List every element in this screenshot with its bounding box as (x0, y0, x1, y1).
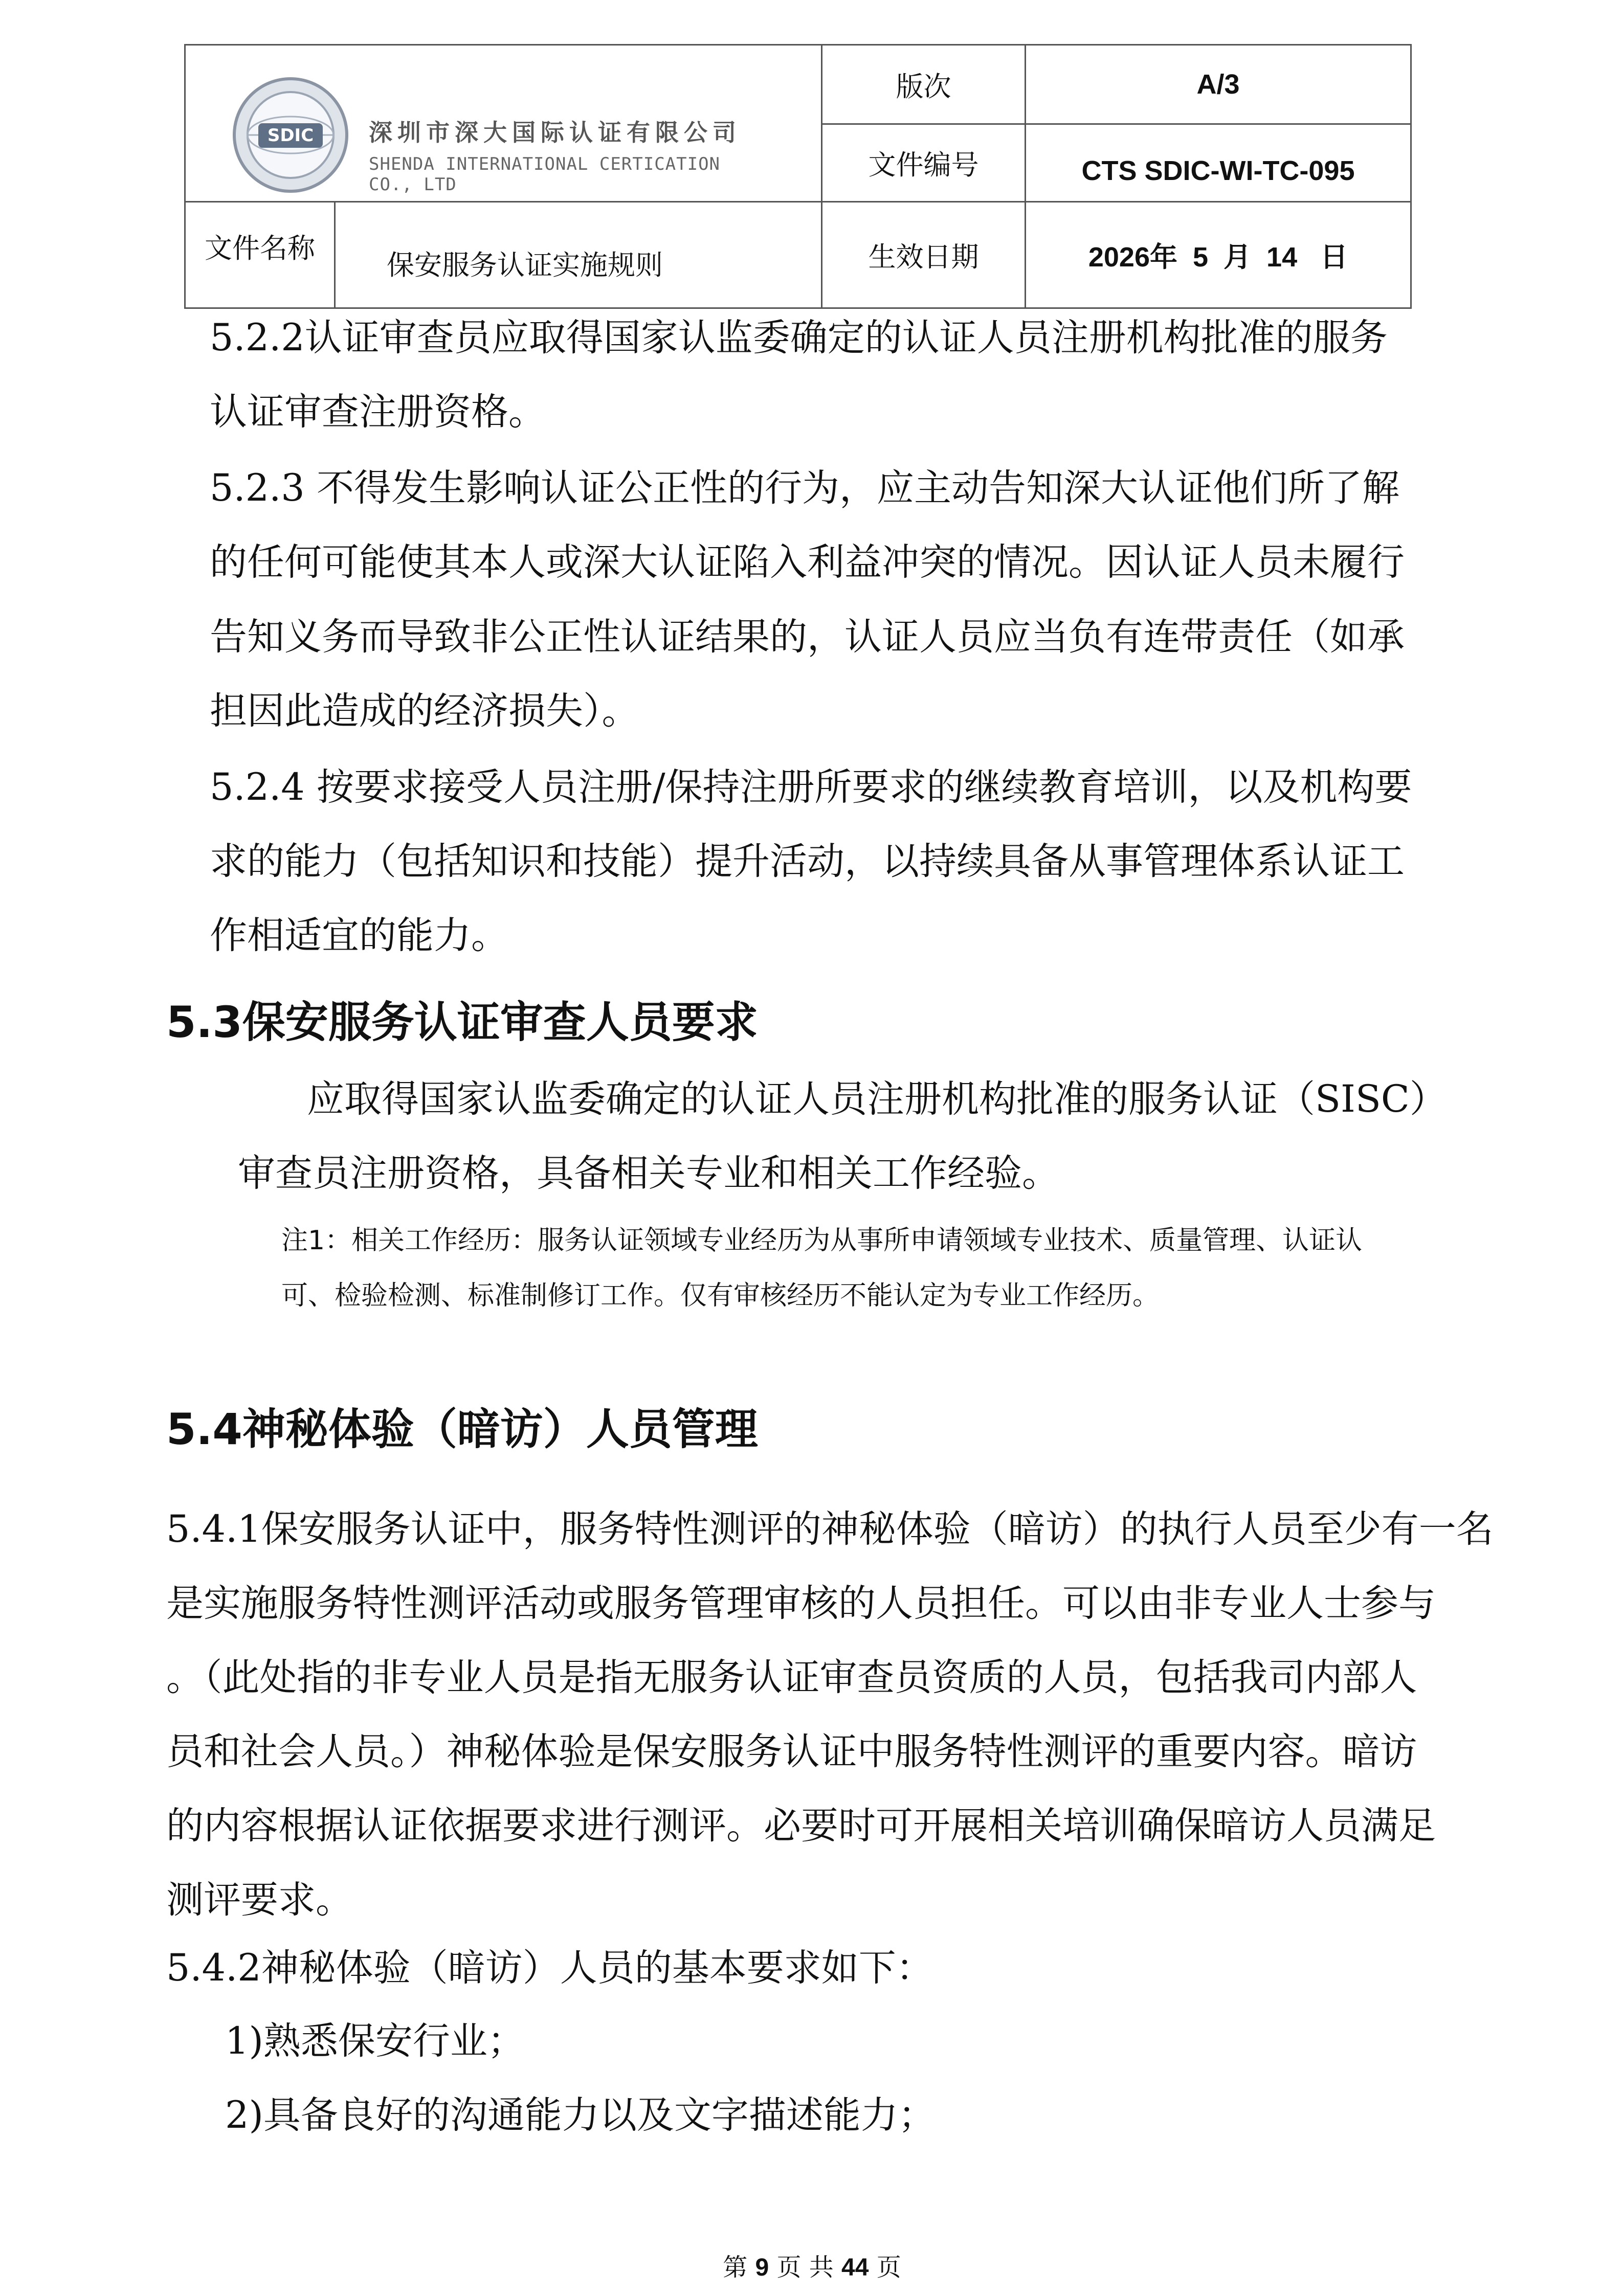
clause-5-2-4-line-3: 作相适宜的能力。 (210, 914, 508, 957)
version-label: 版次 (896, 70, 951, 103)
company-logo-block (232, 71, 759, 209)
clause-5-2-3-line-3: 告知义务而导致非公正性认证结果的，认证人员应当负有连带责任（如承 (210, 615, 1405, 659)
doc-number-value: CTS SDIC-WI-TC-095 (1081, 155, 1355, 186)
footer-middle: 页 共 (776, 2253, 834, 2282)
clause-5-2-3-line-1: 5.2.3 不得发生影响认证公正性的行为，应主动告知深大认证他们所了解 (210, 466, 1399, 510)
logo-text: SDIC (267, 125, 314, 146)
clause-5-2-2-line-2: 认证审查注册资格。 (210, 390, 546, 434)
version-value: A/3 (1196, 69, 1240, 100)
doc-number-label: 文件编号 (868, 149, 979, 181)
section-heading-5-4: 5.4神秘体验（暗访）人员管理 (166, 1404, 758, 1454)
clause-5-4-1-line-2: 是实施服务特性测评活动或服务管理审核的人员担任。可以由非专业人士参与 (166, 1582, 1436, 1625)
clause-5-4-1-line-1: 5.4.1保安服务认证中，服务特性测评的神秘体验（暗访）的执行人员至少有一名 (166, 1507, 1494, 1551)
clause-5-4-2: 5.4.2神秘体验（暗访）人员的基本要求如下： (166, 1946, 933, 1990)
clause-5-2-4-line-1: 5.2.4 按要求接受人员注册/保持注册所要求的继续教育培训，以及机构要 (210, 766, 1412, 809)
clause-5-4-1-line-4: 员和社会人员。）神秘体验是保安服务认证中服务特性测评的重要内容。暗访 (166, 1730, 1417, 1773)
document-header-table (184, 44, 1412, 309)
clause-5-2-4-line-2: 求的能力（包括知识和技能）提升活动，以持续具备从事管理体系认证工 (210, 840, 1405, 883)
clause-5-2-2-line-1: 5.2.2认证审查员应取得国家认监委确定的认证人员注册机构批准的服务 (210, 316, 1388, 359)
effective-date-label: 生效日期 (868, 241, 979, 273)
note-1-line-1: 注1：相关工作经历：服务认证领域专业经历为从事所申请领域专业技术、质量管理、认证认 (281, 1225, 1363, 1256)
clause-5-4-1-line-5: 的内容根据认证依据要求进行测评。必要时可开展相关培训确保暗访人员满足 (166, 1804, 1436, 1848)
file-name-label: 文件名称 (205, 232, 315, 264)
section-5-3-line-2: 审查员注册资格，具备相关专业和相关工作经验。 (238, 1152, 1059, 1195)
clause-5-2-3-line-2: 的任何可能使其本人或深大认证陷入利益冲突的情况。因认证人员未履行 (210, 541, 1405, 584)
footer-suffix: 页 (876, 2253, 901, 2282)
clause-5-2-3-line-4: 担因此造成的经济损失）。 (210, 689, 639, 733)
company-name-cn: 深圳市深大国际认证有限公司 (369, 119, 741, 146)
total-page-count: 44 (841, 2254, 869, 2281)
section-5-3-line-1: 应取得国家认监委确定的认证人员注册机构批准的服务认证（SISC） (307, 1077, 1447, 1121)
note-1-line-2: 可、检验检测、标准制修订工作。仅有审核经历不能认定为专业工作经历。 (281, 1280, 1160, 1311)
page-footer (0, 2247, 1624, 2283)
company-name-en: SHENDA INTERNATIONAL CERTICATION CO., LTD (369, 154, 721, 195)
requirement-item-1: 1)熟悉保安行业； (225, 2019, 525, 2063)
section-heading-5-3: 5.3保安服务认证审查人员要求 (166, 997, 758, 1047)
current-page-number: 9 (755, 2254, 769, 2281)
clause-5-4-1-line-3: 。（此处指的非专业人员是指无服务认证审查员资质的人员，包括我司内部人 (166, 1656, 1417, 1699)
company-seal-logo (232, 76, 349, 194)
effective-date-value: 2026年 5 月 14 日 (1088, 242, 1348, 273)
requirement-item-2: 2)具备良好的沟通能力以及文字描述能力； (225, 2094, 936, 2137)
footer-prefix: 第 (723, 2253, 748, 2282)
clause-5-4-1-line-6: 测评要求。 (166, 1878, 353, 1922)
file-name-value: 保安服务认证实施规则 (387, 249, 663, 281)
